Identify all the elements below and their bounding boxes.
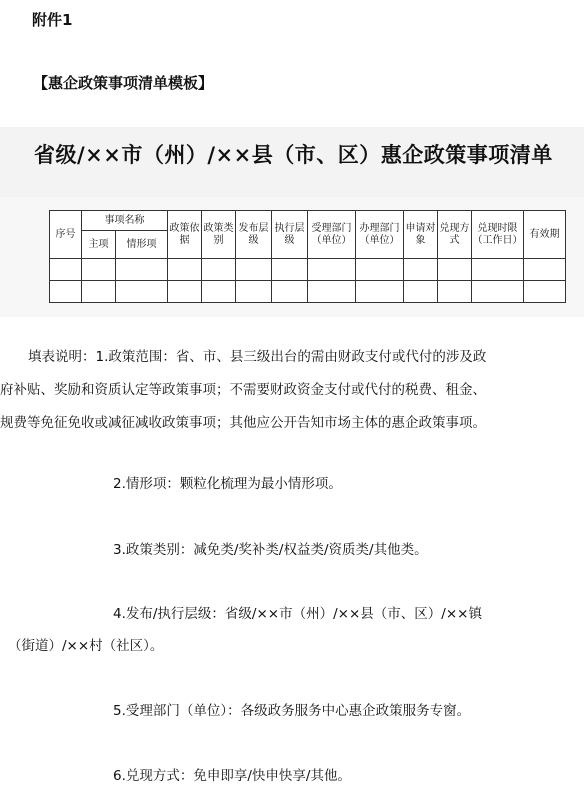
table-cell [168,259,202,281]
template-heading: 【惠企政策事项清单模板】 [33,74,214,92]
table-cell [524,281,566,303]
table-cell [404,259,438,281]
table-cell [272,281,308,303]
note-policy-category: 3.政策类别：减免类/奖补类/权益类/资质类/其他类。 [113,542,428,558]
header-policy-category: 政策类别 [202,211,236,259]
table-cell [438,281,472,303]
table-cell [50,281,82,303]
table-cell [50,259,82,281]
header-handle-dept: 办理部门（单位） [356,211,404,259]
header-applicant: 申请对象 [404,211,438,259]
table-cell [272,259,308,281]
table-cell [438,259,472,281]
header-scenario-item: 情形项 [116,231,168,259]
header-validity: 有效期 [524,211,566,259]
table-row [50,259,566,281]
table-cell [308,281,356,303]
header-fulfil-method: 兑现方式 [438,211,472,259]
table-cell [82,259,116,281]
header-seq: 序号 [50,211,82,259]
header-publish-level: 发布层级 [236,211,272,259]
policy-list-table [49,210,566,303]
table-cell [356,259,404,281]
header-accept-dept: 受理部门（单位） [308,211,356,259]
header-fulfil-time: 兑现时限（工作日） [472,211,524,259]
note-level-continued: （街道）/××村（社区）。 [8,638,164,654]
instructions-line: 规费等免征免收或减征减收政策事项；其他应公开告知市场主体的惠企政策事项。 [0,415,486,431]
table-cell [356,281,404,303]
table-cell [524,259,566,281]
note-fulfil-method: 6.兑现方式：免申即享/快申快享/其他。 [113,768,351,784]
header-exec-level: 执行层级 [272,211,308,259]
table-cell [202,281,236,303]
table-cell [116,281,168,303]
table-cell [116,259,168,281]
note-level: 4.发布/执行层级：省级/××市（州）/××县（市、区）/××镇 [113,606,482,622]
note-scenario-item: 2.情形项：颗粒化梳理为最小情形项。 [113,476,342,492]
table-cell [404,281,438,303]
table-header-row [50,211,566,231]
table-cell [236,259,272,281]
instructions-line: 府补贴、奖励和资质认定等政策事项；不需要财政资金支付或代付的税费、租金、 [0,382,486,398]
note-accept-dept: 5.受理部门（单位）：各级政务服务中心惠企政策服务专窗。 [113,703,471,719]
header-main-item: 主项 [82,231,116,259]
table-cell [472,281,524,303]
table-cell [168,281,202,303]
table-cell [472,259,524,281]
document-title: 省级/××市（州）/××县（市、区）惠企政策事项清单 [34,142,553,167]
instructions-line: 填表说明：1.政策范围：省、市、县三级出台的需由财政支付或代付的涉及政 [28,349,487,365]
table-row [50,281,566,303]
header-item-name: 事项名称 [82,211,168,231]
attachment-label: 附件1 [32,11,73,29]
table-cell [202,259,236,281]
table-cell [308,259,356,281]
fill-instructions [0,341,584,440]
header-policy-basis: 政策依据 [168,211,202,259]
table-cell [82,281,116,303]
table-cell [236,281,272,303]
